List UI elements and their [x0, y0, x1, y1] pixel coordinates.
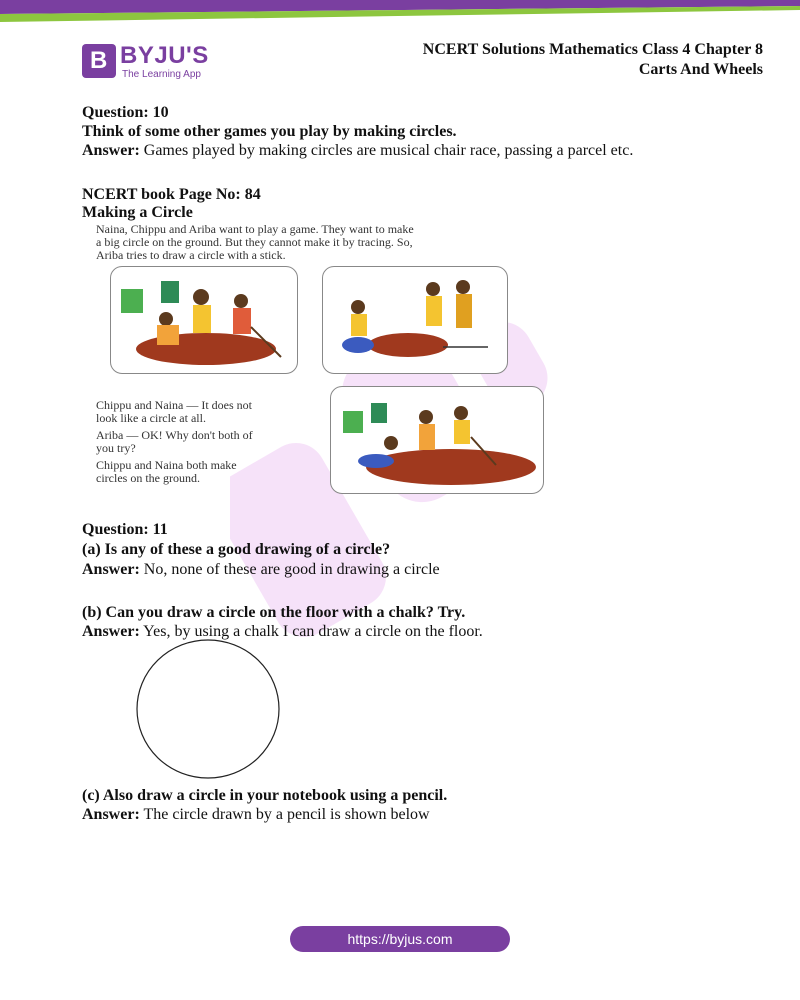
answer-label: Answer:	[82, 561, 140, 578]
children-circles-illustration	[331, 387, 543, 493]
textbook-figure	[82, 222, 562, 497]
logo-mark	[82, 44, 116, 78]
footer-url-link[interactable]: https://byjus.com	[290, 926, 510, 952]
q11-part-a: (a) Is any of these a good drawing of a circle?	[82, 541, 391, 558]
logo-letter: B	[90, 47, 108, 74]
intro-line: Ariba tries to draw a circle with a stick.	[96, 248, 286, 262]
q10-answer	[82, 141, 633, 160]
dialogue-line: Chippu and Naina both make	[96, 458, 237, 472]
dialogue-line: Ariba — OK! Why don't both of	[96, 428, 253, 442]
q11-part-c-answer	[82, 805, 430, 824]
page-reference: NCERT book Page No: 84	[82, 186, 261, 203]
q11-part-a-answer	[82, 560, 440, 579]
illustration-panel-3	[330, 386, 544, 494]
answer-label: Answer:	[82, 623, 140, 640]
logo-brand-name: BYJU'S	[120, 42, 209, 69]
q11-part-b-answer-text: Yes, by using a chalk I can draw a circle on the floor.	[139, 623, 483, 640]
children-drawing-illustration	[111, 267, 297, 373]
drawn-circle	[134, 638, 282, 780]
illustration-panel-2	[322, 266, 508, 374]
logo-tagline: The Learning App	[122, 69, 201, 80]
q11-part-b: (b) Can you draw a circle on the floor with a chalk? Try.	[82, 604, 466, 621]
intro-line: a big circle on the ground. But they cannot make it by tracing. So,	[96, 235, 413, 249]
q11-heading: Question: 11	[82, 521, 168, 538]
dialogue-line: you try?	[96, 441, 136, 455]
document-title	[423, 40, 763, 80]
dialogue-line: Chippu and Naina — It does not	[96, 398, 252, 412]
q10-heading: Question: 10	[82, 104, 169, 121]
children-ground-illustration	[323, 267, 507, 373]
illustration-panel-1	[110, 266, 298, 374]
top-banner	[0, 0, 800, 26]
intro-line: Naina, Chippu and Ariba want to play a game. They want to make	[96, 222, 414, 236]
q11-part-c-answer-text: The circle drawn by a pencil is shown below	[139, 806, 430, 823]
q10-question: Think of some other games you play by making circles.	[82, 123, 457, 140]
section-title: Making a Circle	[82, 204, 193, 221]
title-line-2: Carts And Wheels	[638, 61, 763, 78]
q11-part-a-answer-text: No, none of these are good in drawing a circle	[139, 561, 440, 578]
answer-label: Answer:	[82, 142, 140, 159]
dialogue-line: circles on the ground.	[96, 471, 200, 485]
dialogue-line: look like a circle at all.	[96, 411, 206, 425]
q10-answer-text: Games played by making circles are musical chair race, passing a parcel etc.	[139, 142, 634, 159]
byjus-logo	[82, 44, 222, 84]
q11-part-c: (c) Also draw a circle in your notebook using a pencil.	[82, 787, 448, 804]
answer-label: Answer:	[82, 806, 140, 823]
title-line-1: NCERT Solutions Mathematics Class 4 Chapter 8	[422, 41, 763, 58]
